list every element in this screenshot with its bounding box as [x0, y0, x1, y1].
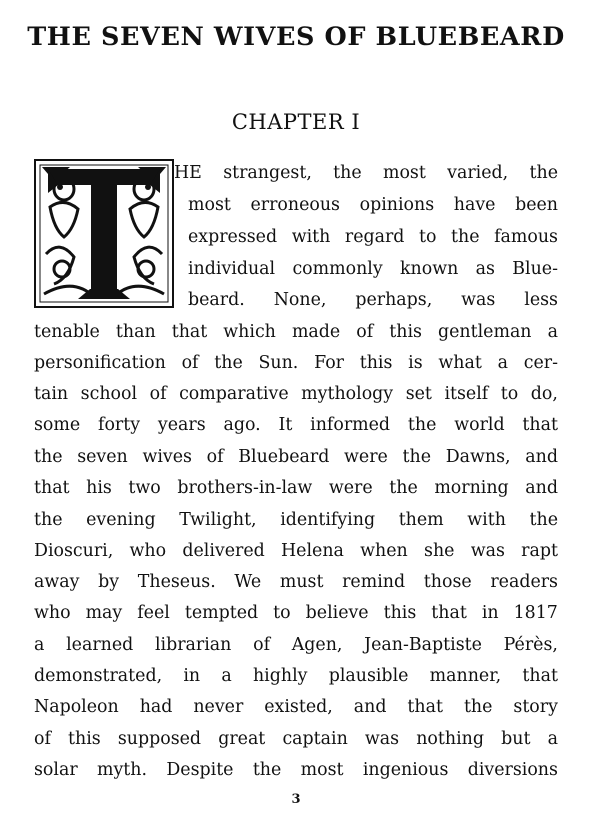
text-line: who may feel tempted to believe this that in 1817: [34, 603, 558, 623]
text-line: some forty years ago. It informed the world that: [34, 415, 558, 435]
running-head: THE SEVEN WIVES OF BLUEBEARD: [27, 22, 565, 52]
text-line: individual commonly known as Blue-: [188, 259, 558, 279]
page-number: 3: [291, 792, 301, 807]
text-line: tenable than that which made of this gentleman a: [34, 322, 558, 342]
decorated-drop-cap: [34, 159, 174, 308]
text-line: the evening Twilight, identifying them with the: [34, 510, 558, 530]
text-line: that his two brothers-in-law were the morning and: [34, 478, 558, 498]
chapter-title: CHAPTER I: [231, 110, 361, 134]
text-line: a learned librarian of Agen, Jean-Baptiste Pérès,: [34, 635, 558, 655]
text-line: the seven wives of Bluebeard were the Dawns, and: [34, 447, 558, 467]
text-line: solar myth. Despite the most ingenious diversions: [34, 760, 558, 780]
text-line: Dioscuri, who delivered Helena when she was rapt: [34, 541, 558, 561]
text-line: of this supposed great captain was nothing but a: [34, 729, 558, 749]
text-line: demonstrated, in a highly plausible manner, that: [34, 666, 558, 686]
text-line: HE strangest, the most varied, the: [174, 163, 558, 183]
text-line: tain school of comparative mythology set itself to do,: [34, 384, 558, 404]
text-line: most erroneous opinions have been: [188, 195, 558, 215]
text-line: away by Theseus. We must remind those readers: [34, 572, 558, 592]
text-line: personification of the Sun. For this is what a cer-: [34, 353, 558, 373]
text-line: expressed with regard to the famous: [188, 227, 558, 247]
text-line: beard. None, perhaps, was less: [188, 290, 558, 310]
text-line: Napoleon had never existed, and that the story: [34, 697, 558, 717]
